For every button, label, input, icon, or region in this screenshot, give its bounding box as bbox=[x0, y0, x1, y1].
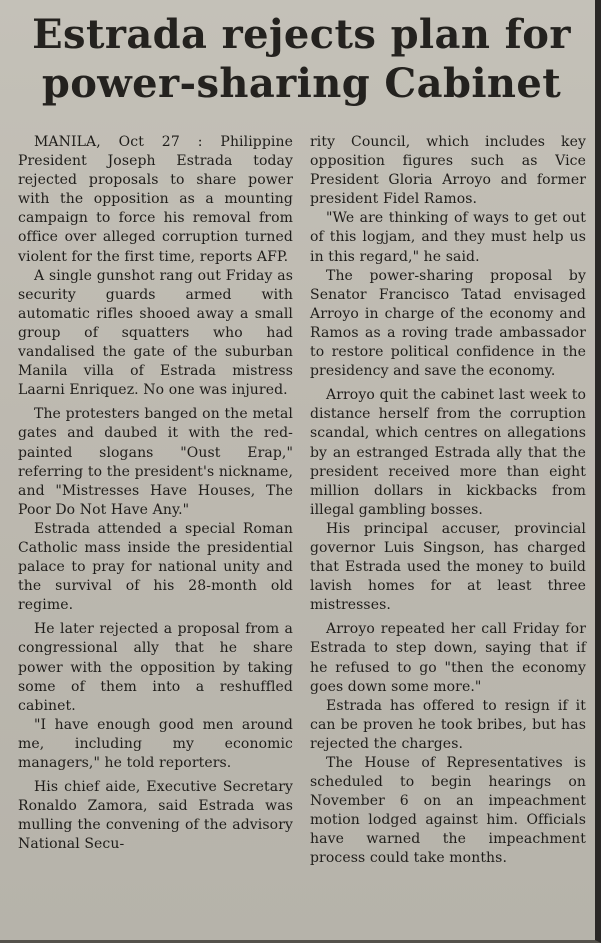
paragraph-logjam-quote: "We are thinking of ways to get out of this logjam, and they must help us in this regard," he said. bbox=[310, 210, 586, 265]
headline-line-2: power-sharing Cabinet bbox=[41, 60, 562, 107]
paragraph-security-council: rity Council, which includes key opposition figures such as Vice President Gloria Arroyo and former president Fidel Ramos. bbox=[310, 134, 586, 208]
paragraph-offer-resign: Estrada has offered to resign if it can be proven he took bribes, but has rejected the charges. bbox=[310, 697, 586, 752]
paragraph-protesters: The protesters banged on the metal gates and daubed it with the red-painted slogans "Oust Erap," referring to the president's nickname, and "Mistresses Have Houses, The Poor Do Not Have Any." bbox=[18, 406, 293, 518]
paragraph-step-down: Arroyo repeated her call Friday for Estrada to step down, saying that if he refused to go "then the economy goes down some more." bbox=[310, 621, 586, 695]
paragraph-impeachment: The House of Representatives is scheduled to begin hearings on November 6 on an impeachment motion lodged against him. Officials have warned the impeachment process could take months. bbox=[310, 755, 586, 867]
paragraph-dateline: MANILA, Oct 27 : Philippine President Joseph Estrada today rejected proposals to share power with the opposition as a mounting campaign to force his removal from office over alleged corruption turned violent for the first time, reports AFP. bbox=[18, 134, 293, 265]
paragraph-gunshot: A single gunshot rang out Friday as security guards armed with automatic rifles shooed away a small group of squatters who had vandalised the gate of the suburban Manila villa of Estrada mistress Laarni Enriquez. No one was injured. bbox=[18, 267, 293, 399]
paragraph-chief-aide: His chief aide, Executive Secretary Ronaldo Zamora, said Estrada was mulling the convening of the advisory National Secu- bbox=[18, 779, 293, 853]
left-column bbox=[18, 133, 293, 869]
headline-line-1: Estrada rejects plan for bbox=[32, 11, 571, 58]
article-body bbox=[18, 133, 586, 869]
right-column bbox=[310, 133, 586, 869]
paragraph-singson: His principal accuser, provincial governor Luis Singson, has charged that Estrada used the money to build lavish homes for at least three mistresses. bbox=[310, 520, 586, 614]
paragraph-mass: Estrada attended a special Roman Catholic mass inside the presidential palace to pray for national unity and the survival of his 28-month old regime. bbox=[18, 520, 293, 614]
paragraph-arroyo-quit: Arroyo quit the cabinet last week to distance herself from the corruption scandal, which centres on allegations by an estranged Estrada ally that the president received more than eight million dollars in kickbacks from illegal gambling bosses. bbox=[310, 387, 586, 518]
paragraph-tatad-proposal: The power-sharing proposal by Senator Francisco Tatad envisaged Arroyo in charge of the economy and Ramos as a roving trade ambassador to restore political confidence in the presidency and save the economy. bbox=[310, 267, 586, 380]
article-headline bbox=[0, 0, 595, 108]
paragraph-rejected-proposal: He later rejected a proposal from a congressional ally that he share power with the opposition by taking some of them into a reshuffled cabinet. bbox=[18, 621, 293, 714]
paragraph-quote-good-men: "I have enough good men around me, including my economic managers," he told reporters. bbox=[18, 716, 293, 771]
